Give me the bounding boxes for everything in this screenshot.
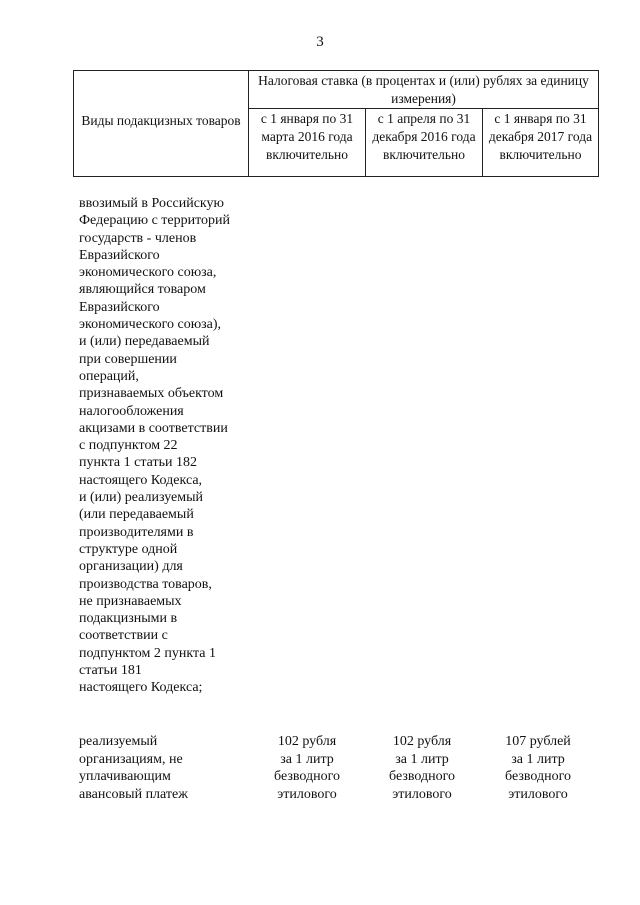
- row-kind-text: реализуемый организациям, не уплачивающим авансовый платеж: [79, 734, 188, 802]
- header-period-3: с 1 января по 31 декабря 2017 года включительно: [483, 109, 599, 177]
- row-kind-text: ввозимый в Российскую Федерацию с территорий государств - членов Евразийского экономического союза, являющийся товаром Евразийского экономического союза), и (или) передаваемый при совершении операций, признаваемых объектом налогообложения акцизами в соответствии с подпунктом 22 пункта 1 статьи 182 настоящего Кодекса, и (или) реализуемый (или передаваемый производителями в структуре одной организации) для производства товаров, не признаваемых подакцизными в соответствии с подпунктом 2 пункта 1 статьи 181 настоящего Кодекса;: [79, 196, 231, 696]
- page-number: 3: [316, 34, 324, 50]
- rate-cell-period-2: 102 рубля за 1 литр безводного этилового: [389, 734, 455, 802]
- tax-rate-table-header: [73, 70, 599, 177]
- header-period-1: с 1 января по 31 марта 2016 года включительно: [249, 109, 366, 177]
- rate-cell-period-1: 102 рубля за 1 литр безводного этилового: [274, 734, 340, 802]
- header-tax-rate: Налоговая ставка (в процентах и (или) рублях за единицу измерения): [249, 71, 599, 109]
- rate-cell-period-3: 107 рублей за 1 литр безводного этилового: [505, 734, 571, 802]
- header-period-2: с 1 апреля по 31 декабря 2016 года включительно: [366, 109, 483, 177]
- header-product-kinds: Виды подакцизных товаров: [74, 71, 249, 177]
